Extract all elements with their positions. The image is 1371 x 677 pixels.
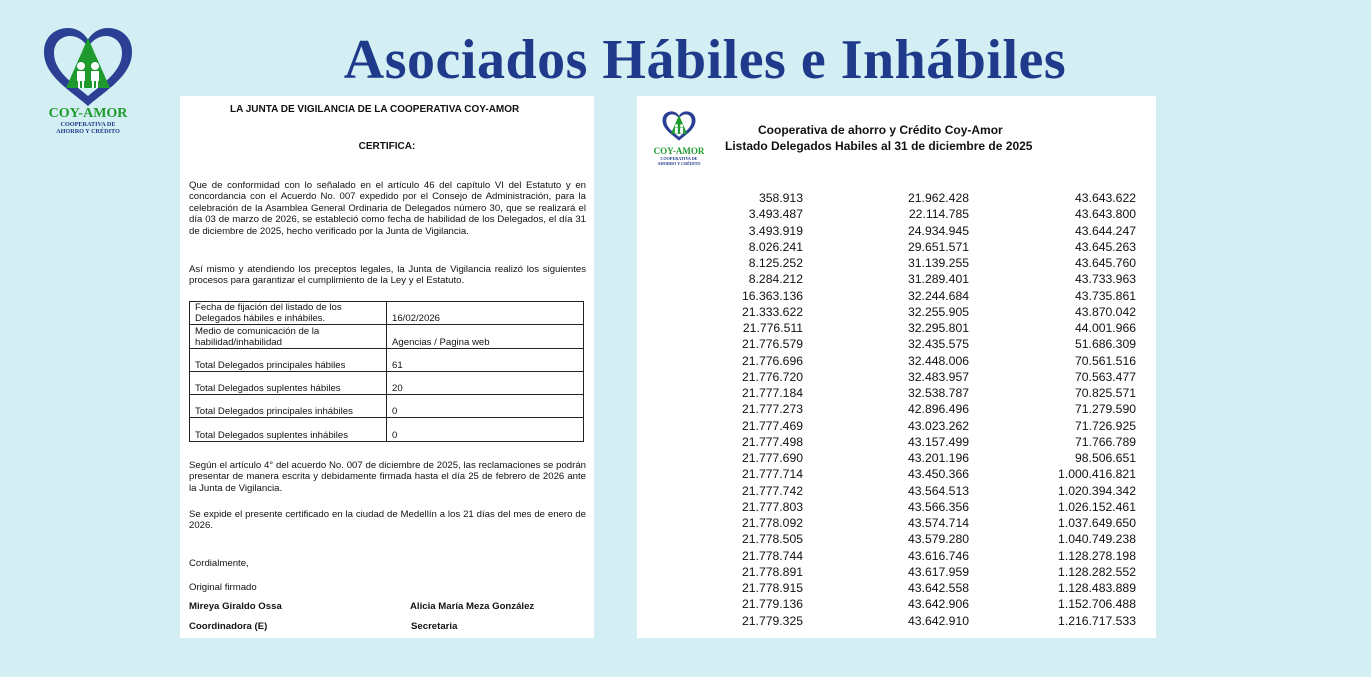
- delegate-id-cell: 31.139.255: [908, 256, 969, 270]
- delegate-id-cell: 21.779.136: [742, 597, 803, 612]
- delegate-id-cell: 51.686.309: [1075, 337, 1136, 352]
- delegate-id-cell: 43.201.196: [908, 451, 969, 465]
- delegate-id-cell: 24.934.945: [908, 223, 969, 238]
- certificate-paragraph-3: Según el artículo 4° del acuerdo No. 007 de diciembre de 2025, las reclamaciones se podrán presentar de manera escrita y debidamente firmada hasta el día 25 de febrero de 2026 ante la Junta de Vigilancia.: [189, 460, 586, 494]
- delegate-id-cell: 1.040.749.238: [1058, 532, 1136, 547]
- delegate-id-cell: 43.564.513: [908, 483, 969, 498]
- delegate-id-cell: 43.645.263: [1075, 239, 1136, 254]
- delegate-id-cell: 3.493.919: [748, 223, 803, 238]
- table-cell-label: Medio de comunicación de la habilidad/inhabilidad: [190, 325, 387, 348]
- delegates-listing-document: [637, 96, 1156, 638]
- table-cell-value: 16/02/2026: [387, 302, 584, 325]
- delegate-id-cell: 43.735.861: [1075, 288, 1136, 303]
- table-cell-value: 0: [387, 395, 584, 418]
- delegate-id-cell: 21.778.915: [742, 581, 803, 595]
- table-cell-value: 61: [387, 348, 584, 371]
- certificate-heading: LA JUNTA DE VIGILANCIA DE LA COOPERATIVA COY-AMOR: [230, 104, 520, 115]
- logo-subtitle-line1: COOPERATIVA DE: [60, 121, 116, 128]
- delegate-id-cell: 43.642.910: [908, 613, 969, 628]
- delegate-id-cell: 71.766.789: [1075, 434, 1136, 449]
- delegate-id-cell: 3.493.487: [748, 207, 803, 222]
- listing-title-line1: Cooperativa de ahorro y Crédito Coy-Amor: [758, 123, 1003, 137]
- delegate-id-cell: 32.244.684: [908, 288, 969, 303]
- certificate-closing: Cordialmente,: [189, 558, 249, 569]
- delegate-id-cell: 1.026.152.461: [1058, 499, 1136, 514]
- delegate-id-cell: 16.363.136: [742, 288, 803, 303]
- delegate-id-cell: 43.643.800: [1075, 207, 1136, 222]
- delegate-id-cell: 43.617.959: [908, 564, 969, 579]
- table-cell-label: Fecha de fijación del listado de los Delegados hábiles e inhábiles.: [190, 302, 387, 325]
- table-row: [190, 325, 584, 348]
- delegate-id-cell: 21.777.273: [742, 402, 803, 417]
- delegate-id-cell: 70.825.571: [1075, 386, 1136, 400]
- delegate-id-cell: 43.642.906: [908, 597, 969, 612]
- listing-logo-subtitle-line1: COOPERATIVA DE: [660, 156, 698, 161]
- delegate-id-cell: 1.037.649.650: [1058, 516, 1136, 530]
- delegate-id-cell: 1.216.717.533: [1058, 613, 1136, 628]
- delegate-id-cell: 43.733.963: [1075, 272, 1136, 287]
- delegate-id-cell: 1.020.394.342: [1058, 483, 1136, 498]
- delegate-id-cell: 32.483.957: [908, 369, 969, 384]
- delegate-id-cell: 1.152.706.488: [1058, 597, 1136, 612]
- delegate-id-cell: 43.574.714: [908, 516, 969, 530]
- certificate-document: [180, 96, 594, 638]
- delegate-id-cell: 42.896.496: [908, 402, 969, 417]
- table-row: [190, 348, 584, 371]
- delegate-id-cell: 32.448.006: [908, 353, 969, 368]
- delegate-id-cell: 21.778.505: [742, 532, 803, 547]
- delegate-id-cell: 43.642.558: [908, 581, 969, 595]
- delegate-id-cell: 43.643.622: [1075, 191, 1136, 205]
- delegate-id-cell: 21.962.428: [908, 191, 969, 205]
- delegate-id-cell: 43.450.366: [908, 467, 969, 482]
- signer-2-role: Secretaria: [411, 621, 458, 632]
- delegate-id-cell: 29.651.571: [908, 239, 969, 254]
- delegate-id-cell: 43.023.262: [908, 418, 969, 433]
- signer-1-name: Mireya Giraldo Ossa: [189, 601, 282, 612]
- delegate-id-cell: 43.157.499: [908, 434, 969, 449]
- table-cell-label: Total Delegados suplentes inhábiles: [190, 418, 387, 441]
- process-table: [189, 301, 584, 442]
- signer-2-name: Alicia María Meza González: [410, 601, 535, 612]
- delegate-id-cell: 71.726.925: [1075, 418, 1136, 433]
- table-row: [190, 418, 584, 441]
- delegate-id-cell: 21.777.803: [742, 499, 803, 514]
- delegate-id-cell: 32.255.905: [908, 304, 969, 319]
- delegate-id-cell: 32.538.787: [908, 386, 969, 400]
- delegate-id-cell: 8.284.212: [748, 272, 803, 287]
- table-cell-label: Total Delegados principales inhábiles: [190, 395, 387, 418]
- table-row: [190, 395, 584, 418]
- listing-title: [725, 122, 1032, 154]
- table-cell-value: Agencias / Pagina web: [387, 325, 584, 348]
- delegate-id-cell: 21.776.720: [742, 369, 803, 384]
- delegate-id-cell: 21.776.579: [742, 337, 803, 352]
- delegate-id-cell: 43.579.280: [908, 532, 969, 547]
- delegate-id-cell: 21.333.622: [742, 304, 803, 319]
- delegate-id-column-3: [1027, 190, 1136, 629]
- delegate-id-cell: 70.561.516: [1075, 353, 1136, 368]
- listing-logo-name: COY-AMOR: [653, 146, 705, 156]
- logo-subtitle-line2: AHORRO Y CRÉDITO: [56, 128, 120, 135]
- table-row: [190, 302, 584, 325]
- delegate-id-cell: 21.777.498: [742, 434, 803, 449]
- delegate-id-cell: 21.777.690: [742, 451, 803, 465]
- delegate-id-cell: 43.616.746: [908, 548, 969, 563]
- delegate-id-column-1: [697, 190, 803, 629]
- certificate-paragraph-4: Se expide el presente certificado en la ciudad de Medellín a los 21 días del mes de enero de 2026.: [189, 509, 586, 532]
- delegate-id-cell: 43.870.042: [1075, 304, 1136, 319]
- delegate-id-cell: 21.777.742: [742, 483, 803, 498]
- delegate-id-cell: 21.778.744: [742, 548, 803, 563]
- certificate-paragraph-2: Así mismo y atendiendo los preceptos legales, la Junta de Vigilancia realizó los siguientes procesos para garantizar el cumplimiento de la Ley y el Estatuto.: [189, 264, 586, 287]
- delegate-id-cell: 1.128.282.552: [1058, 564, 1136, 579]
- delegate-id-cell: 21.779.325: [742, 613, 803, 628]
- delegate-id-cell: 8.026.241: [748, 239, 803, 254]
- delegate-id-cell: 44.001.966: [1075, 321, 1136, 335]
- delegate-id-cell: 1.128.483.889: [1058, 581, 1136, 595]
- delegate-id-cell: 32.295.801: [908, 321, 969, 335]
- table-cell-label: Total Delegados principales hábiles: [190, 348, 387, 371]
- delegate-id-cell: 21.777.714: [742, 467, 803, 482]
- delegate-id-cell: 21.777.184: [742, 386, 803, 400]
- delegate-id-cell: 71.279.590: [1075, 402, 1136, 417]
- logo-name: COY-AMOR: [48, 106, 128, 121]
- certificate-original-signed: Original firmado: [189, 582, 257, 593]
- delegate-id-cell: 358.913: [758, 191, 803, 205]
- table-cell-label: Total Delegados suplentes hábiles: [190, 371, 387, 394]
- table-cell-value: 0: [387, 418, 584, 441]
- delegate-id-cell: 43.566.356: [908, 499, 969, 514]
- delegate-id-cell: 1.128.278.198: [1058, 548, 1136, 563]
- table-row: [190, 371, 584, 394]
- delegate-id-cell: 21.776.696: [742, 353, 803, 368]
- listing-logo-subtitle-line2: AHORRO Y CRÉDITO: [657, 161, 701, 166]
- delegate-id-cell: 31.289.401: [908, 272, 969, 287]
- delegate-id-cell: 21.777.469: [742, 418, 803, 433]
- delegate-id-cell: 8.125.252: [748, 256, 803, 270]
- delegate-id-cell: 22.114.785: [908, 207, 969, 222]
- delegate-id-cell: 21.778.891: [742, 564, 803, 579]
- table-cell-value: 20: [387, 371, 584, 394]
- listing-logo: [647, 110, 711, 166]
- signer-1-role: Coordinadora (E): [189, 621, 268, 632]
- delegate-id-cell: 98.506.651: [1075, 451, 1136, 465]
- page-title: Asociados Hábiles e Inhábiles: [343, 29, 1067, 91]
- delegate-id-cell: 1.000.416.821: [1058, 467, 1136, 482]
- listing-title-line2: Listado Delegados Habiles al 31 de diciembre de 2025: [725, 139, 1033, 153]
- delegate-id-cell: 21.778.092: [742, 516, 803, 530]
- certificate-paragraph-1: Que de conformidad con lo señalado en el artículo 46 del capítulo VI del Estatuto y en concordancia con el Acuerdo No. 007 expedido por el Consejo de Administración, para la celebración de la Asamblea General Ordinaria de Delegados número 30, que se realizará el día 03 de marzo de 2026, se estableció como fecha de habilidad de los Delegados, el día 31 de diciembre de 2025, hecho verificado por la Junta de Vigilancia.: [189, 180, 586, 237]
- delegate-id-cell: 43.644.247: [1075, 223, 1136, 238]
- certificate-certifica: CERTIFICA:: [358, 141, 416, 152]
- delegate-id-column-2: [859, 190, 969, 629]
- delegate-id-cell: 32.435.575: [908, 337, 969, 352]
- delegate-id-cell: 70.563.477: [1075, 369, 1136, 384]
- delegate-id-cell: 21.776.511: [742, 321, 803, 335]
- delegate-id-cell: 43.645.760: [1075, 256, 1136, 270]
- heart-logo-icon: [661, 110, 697, 142]
